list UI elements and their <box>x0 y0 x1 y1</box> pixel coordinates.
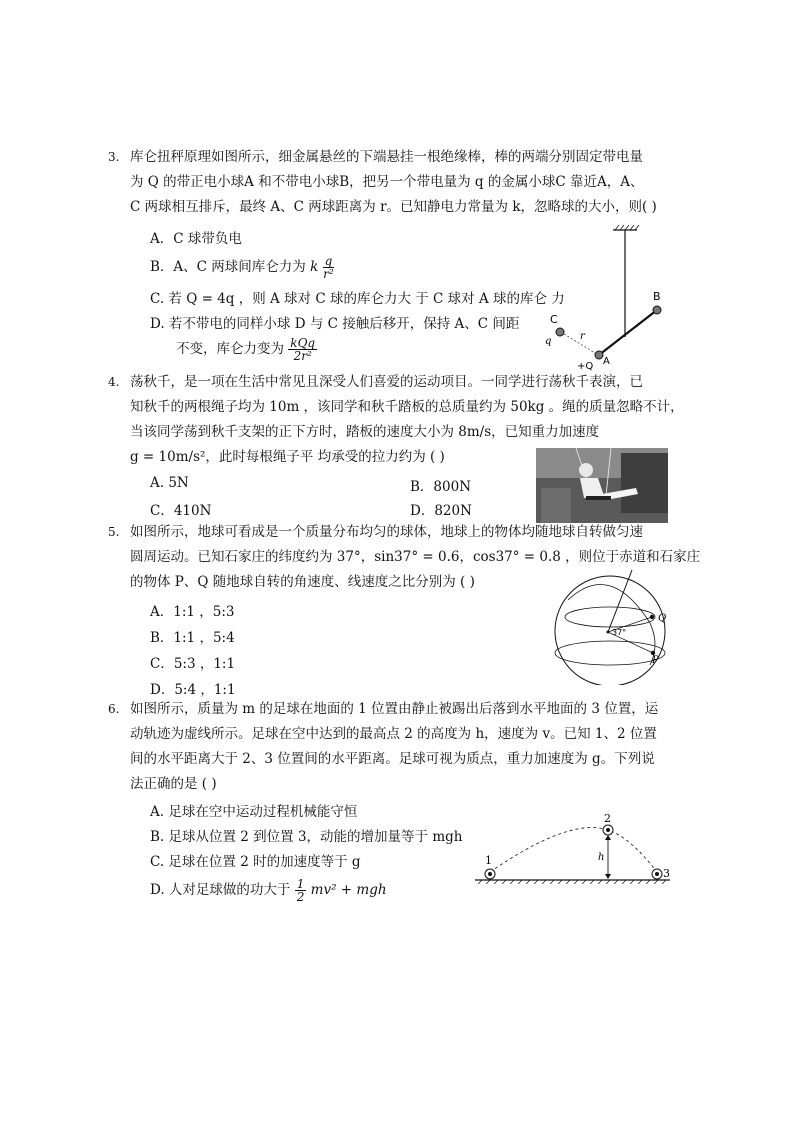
label-q: q <box>545 336 552 347</box>
option-d-continued: 不变，库仑力变为 $\frac{\text{kQq}}{\text{2r²}}$ <box>176 336 316 363</box>
ball-b <box>653 306 661 314</box>
trajectory-path <box>490 828 657 872</box>
option-b: B．A、C 两球间库仑力为 k $\frac{q}{\text{r²}}$ <box>150 254 334 281</box>
option-a: A. 足球在空中运动过程机械能守恒 <box>150 804 358 820</box>
option-b: B．800N <box>410 479 472 495</box>
label-2: 2 <box>604 812 611 825</box>
option-a: A. 5N <box>150 475 189 491</box>
question-number: 5. <box>108 525 120 539</box>
arrow-head-down <box>605 874 611 879</box>
label-c: C <box>550 313 558 326</box>
question-text-line: g = 10m/s²，此时每根绳子平 均承受的拉力约为 ( ) <box>130 449 445 465</box>
question-text-line: 法正确的是 ( ) <box>130 776 217 792</box>
label-1: 1 <box>485 854 492 867</box>
option-b: B．1:1 ，5:4 <box>150 630 235 646</box>
option-c: C．5:3 ，1:1 <box>150 656 236 672</box>
option-b: B. 足球从位置 2 到位置 3，动能的增加量等于 mgh <box>150 829 463 845</box>
label-plus-q: +Q <box>577 361 594 372</box>
earth-figure <box>550 565 685 685</box>
option-d: D. 若不带电的同样小球 D 与 C 接触后移开，保持 A、C 间距 <box>150 316 520 332</box>
question-number: 6. <box>108 702 120 716</box>
option-c: C. 足球在位置 2 时的加速度等于 g <box>150 854 361 870</box>
label-a: A <box>603 356 610 367</box>
label-p: P <box>652 655 659 666</box>
question-text-line: 如图所示，地球可看成是一个质量分布均匀的球体，地球上的物体均随地球自转做匀速 <box>130 524 643 540</box>
torsion-balance-figure <box>535 222 695 372</box>
fraction: $\frac{1}{2}$ <box>296 877 305 904</box>
option-a: A．C 球带负电 <box>150 231 242 247</box>
fraction: $\frac{\text{kQq}}{\text{2r²}}$ <box>290 336 316 363</box>
question-text-line: 动轨迹为虚线所示。足球在空中达到的最高点 2 的高度为 h，速度为 v。已知 1、2 位置 <box>130 726 657 742</box>
option-d: D．5:4 ，1:1 <box>150 682 236 698</box>
question-6 <box>108 697 680 797</box>
ball-c <box>556 328 564 336</box>
option-a: A．1:1 ，5:3 <box>150 604 235 620</box>
option-c: C. 若 Q = 4q ，则 A 球对 C 球的库仑力大 于 C 球对 A 球的库仑 力 <box>150 291 565 307</box>
question-text-line: 为 Q 的带正电小球A 和不带电小球B，把另一个带电量为 q 的金属小球C 靠近A，A、 <box>130 174 644 190</box>
insulating-rod <box>599 310 657 355</box>
ceiling-hatch <box>615 225 639 230</box>
option-c: C．410N <box>150 503 212 519</box>
question-text-line: 当该同学荡到秋千支架的正下方时，踏板的速度大小为 8m/s，已知重力加速度 <box>130 424 600 440</box>
question-text-line: 的物体 P、Q 随地球自转的角速度、线速度之比分别为 ( ) <box>130 574 475 590</box>
fraction: $\frac{q}{\text{r²}}$ <box>323 254 334 281</box>
trajectory-figure <box>470 812 675 887</box>
latitude-circle <box>565 607 655 627</box>
label-b: B <box>653 290 661 303</box>
question-text-line: 知秋千的两根绳子均为 10m ，该同学和秋千踏板的总质量约为 50kg 。绳的质量忽略不计， <box>130 399 684 415</box>
question-number: 3. <box>108 150 120 164</box>
option-d: D. 人对足球做的功大于 $\frac{1}{2}$ mv² + mgh <box>150 877 387 904</box>
option-d: D．820N <box>410 503 472 519</box>
label-angle: 37° <box>612 628 627 637</box>
label-h: h <box>598 852 605 863</box>
equator <box>555 641 665 665</box>
ball-a <box>595 351 603 359</box>
question-number: 4. <box>108 375 120 389</box>
question-text-line: 间的水平距离大于 2、3 位置间的水平距离。足球可视为质点，重力加速度为 g。下列说 <box>130 751 655 767</box>
question-text-line: 库仑扭秤原理如图所示，细金属悬丝的下端悬挂一根绝缘棒，棒的两端分别固定带电量 <box>130 149 643 165</box>
label-q: Q <box>658 613 667 624</box>
earth-center <box>607 631 610 634</box>
label-r: r <box>580 331 585 342</box>
question-text-line: 如图所示，质量为 m 的足球在地面的 1 位置由静止被踢出后落到水平地面的 3 位置，运 <box>130 701 659 717</box>
question-text-line: C 两球相互排斥，最终 A、C 两球距离为 r。已知静电力常量为 k，忽略球的大小，则( ) <box>130 199 657 215</box>
earth-outline <box>555 576 665 685</box>
question-3 <box>108 145 680 220</box>
swing-photo <box>536 448 668 523</box>
point-q <box>650 615 654 619</box>
rotation-axis <box>608 570 632 632</box>
question-text-line: 圆周运动。已知石家庄的纬度约为 37°，sin37° = 0.6，cos37° = 0.8 ，则位于赤道和石家庄 <box>130 549 701 565</box>
arrow-head-up <box>605 835 611 840</box>
question-text-line: 荡秋千，是一项在生活中常见且深受人们喜爱的运动项目。一同学进行荡秋千表演，已 <box>130 374 643 390</box>
label-3: 3 <box>663 867 670 880</box>
